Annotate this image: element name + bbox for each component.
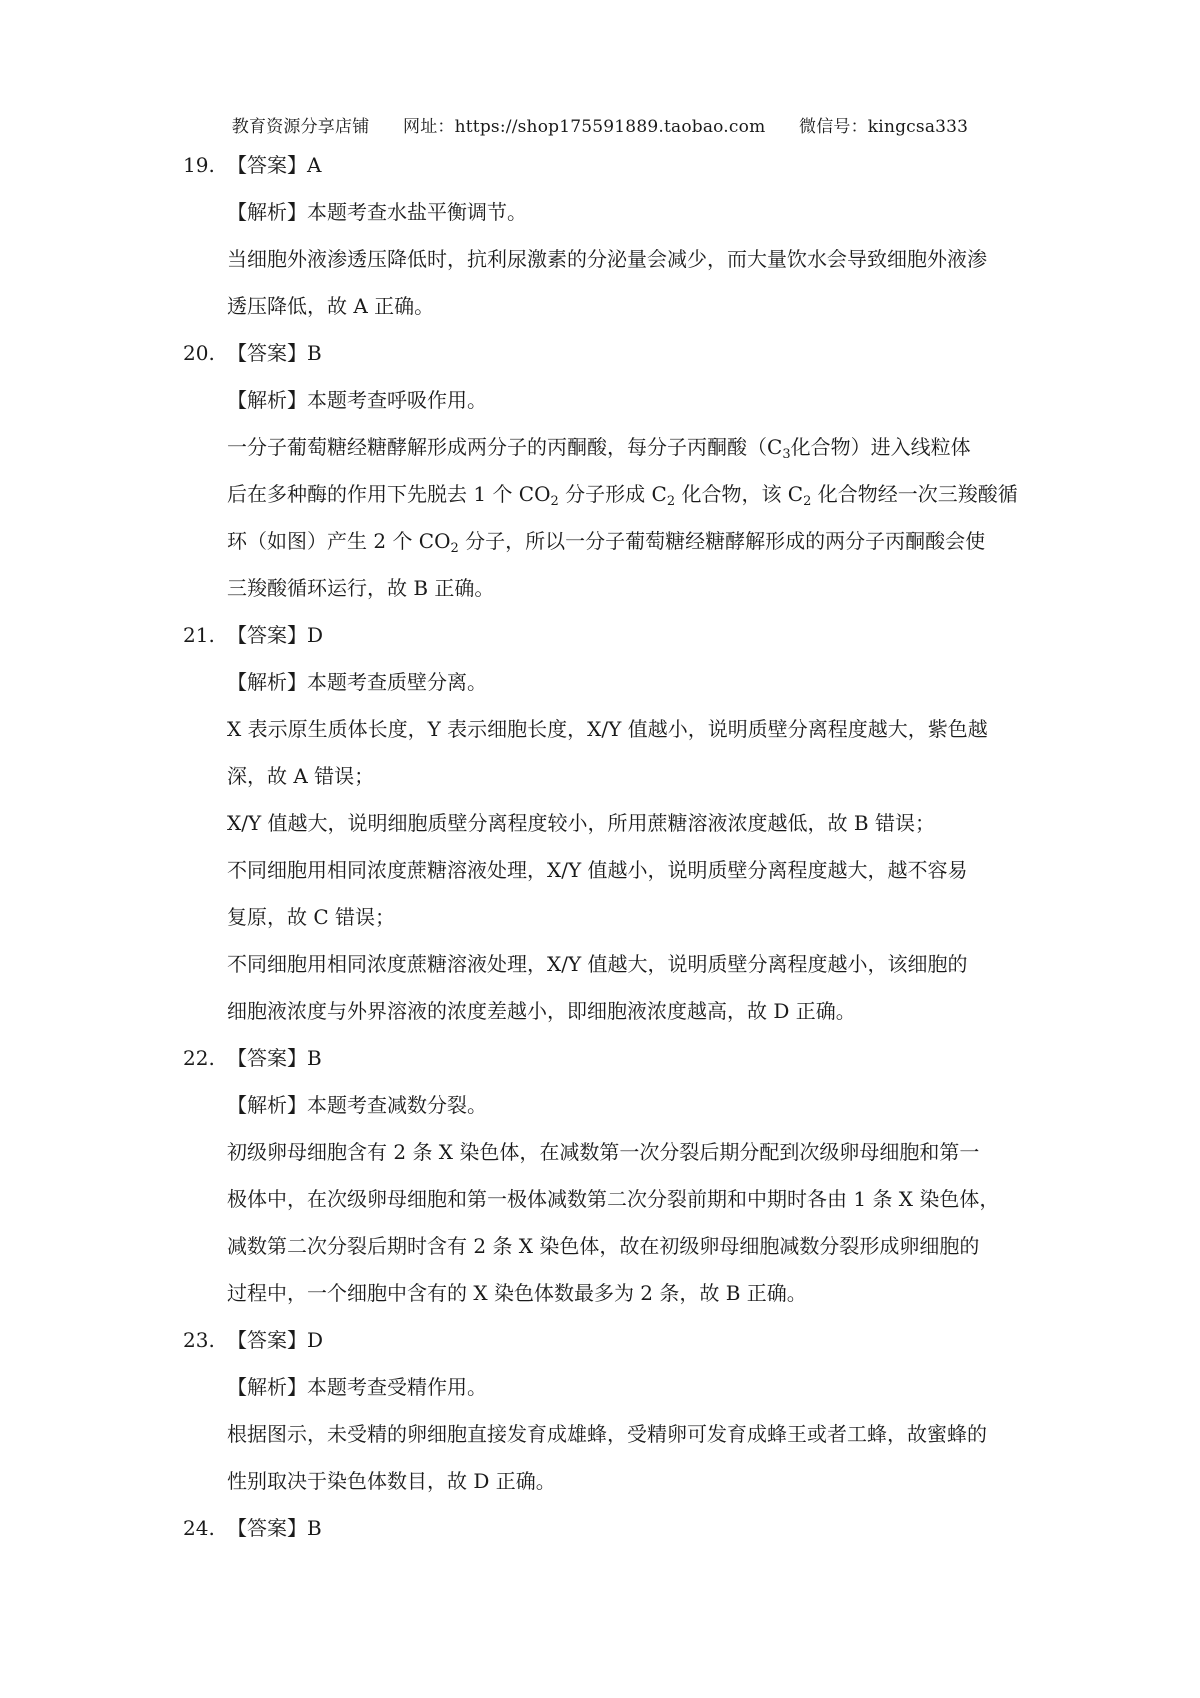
question-number: 20. <box>183 341 215 365</box>
analysis-text: 复原，故 C 错误； <box>227 905 396 929</box>
analysis-text: 不同细胞用相同浓度蔗糖溶液处理，X/Y 值越小，说明质壁分离程度越大，越不容易 <box>227 858 968 882</box>
answer-line: 【答案】B <box>227 341 322 365</box>
analysis-text: X 表示原生质体长度，Y 表示细胞长度，X/Y 值越小，说明质壁分离程度越大，紫色越 <box>227 717 988 741</box>
question-24 <box>183 1505 1023 1552</box>
analysis-heading: 【解析】本题考查受精作用。 <box>227 1375 487 1399</box>
analysis-text: 当细胞外液渗透压降低时，抗利尿激素的分泌量会减少，而大量饮水会导致细胞外液渗 <box>227 247 987 271</box>
question-number: 23. <box>183 1328 215 1352</box>
analysis-text: 后在多种酶的作用下先脱去 1 个 $CO_2$ 分子形成 $C_2$ 化合物，该 $C_2$ 化合物经一次三羧酸循 <box>227 482 1018 509</box>
analysis-text: 减数第二次分裂后期时含有 2 条 X 染色体，故在初级卵母细胞减数分裂形成卵细胞的 <box>227 1234 980 1258</box>
answer-line: 【答案】A <box>227 153 322 177</box>
question-22 <box>183 1035 1023 1317</box>
analysis-text: 环（如图）产生 2 个 $CO_2$ 分子，所以一分子葡萄糖经糖酵解形成的两分子丙酮酸会使 <box>227 529 986 556</box>
analysis-text: 不同细胞用相同浓度蔗糖溶液处理，X/Y 值越大，说明质壁分离程度越小，该细胞的 <box>227 952 968 976</box>
analysis-text: 初级卵母细胞含有 2 条 X 染色体，在减数第一次分裂后期分配到次级卵母细胞和第一 <box>227 1140 980 1164</box>
page-header <box>0 112 1200 137</box>
analysis-heading: 【解析】本题考查水盐平衡调节。 <box>227 200 527 224</box>
shop-url: 网址：https://shop175591889.taobao.com <box>403 117 766 137</box>
analysis-text: 极体中，在次级卵母细胞和第一极体减数第二次分裂前期和中期时各由 1 条 X 染色体， <box>227 1187 1000 1211</box>
analysis-text: 深，故 A 错误； <box>227 764 375 788</box>
answer-line: 【答案】B <box>227 1046 322 1070</box>
analysis-text: 细胞液浓度与外界溶液的浓度差越小，即细胞液浓度越高，故 D 正确。 <box>227 999 856 1023</box>
question-number: 19. <box>183 153 215 177</box>
analysis-heading: 【解析】本题考查减数分裂。 <box>227 1093 487 1117</box>
shop-name: 教育资源分享店铺 <box>231 117 370 137</box>
analysis-heading: 【解析】本题考查呼吸作用。 <box>227 388 487 412</box>
analysis-text: 性别取决于染色体数目，故 D 正确。 <box>227 1469 556 1493</box>
analysis-text: 透压降低，故 A 正确。 <box>227 294 435 318</box>
analysis-text: 三羧酸循环运行，故 B 正确。 <box>227 576 495 600</box>
analysis-text: 根据图示，未受精的卵细胞直接发育成雄蜂，受精卵可发育成蜂王或者工蜂，故蜜蜂的 <box>227 1422 987 1446</box>
analysis-heading: 【解析】本题考查质壁分离。 <box>227 670 487 694</box>
analysis-text: 过程中，一个细胞中含有的 X 染色体数最多为 2 条，故 B 正确。 <box>227 1281 807 1305</box>
answer-line: 【答案】B <box>227 1516 322 1540</box>
question-23 <box>183 1317 1023 1505</box>
analysis-text: X/Y 值越大，说明细胞质壁分离程度较小，所用蔗糖溶液浓度越低，故 B 错误； <box>227 811 935 835</box>
analysis-text: 一分子葡萄糖经糖酵解形成两分子的丙酮酸，每分子丙酮酸（$C_3$化合物）进入线粒体 <box>227 435 971 462</box>
question-20 <box>183 330 1023 612</box>
answer-line: 【答案】D <box>227 623 324 647</box>
question-19 <box>183 142 1023 330</box>
question-21 <box>183 612 1023 1035</box>
wechat-id: 微信号：kingcsa333 <box>799 117 969 137</box>
answer-list <box>183 142 1023 1552</box>
question-number: 21. <box>183 623 215 647</box>
answer-line: 【答案】D <box>227 1328 324 1352</box>
question-number: 24. <box>183 1516 215 1540</box>
question-number: 22. <box>183 1046 215 1070</box>
